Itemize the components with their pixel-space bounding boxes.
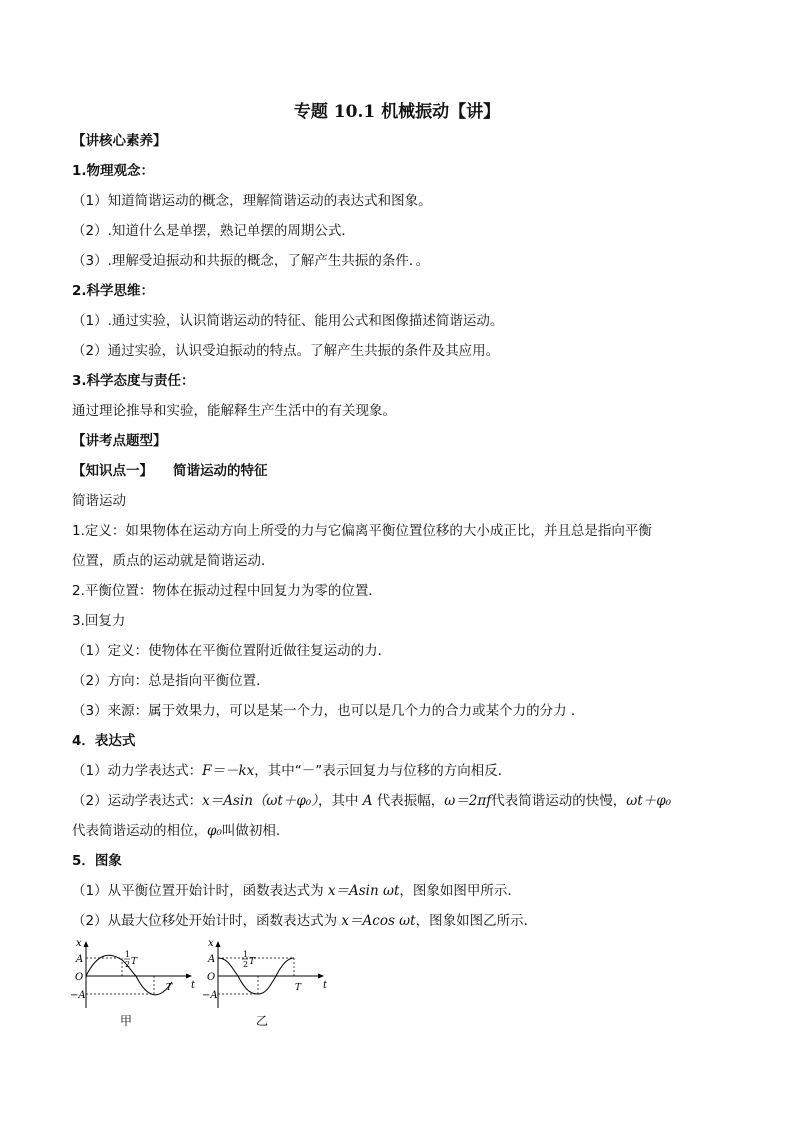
paragraph: 代表简谐运动的相位，φ₀叫做初相． bbox=[72, 823, 290, 839]
knowledge-point-title: 简谐运动的特征 bbox=[173, 463, 268, 479]
heading-scientific-thinking: 2.科学思维： bbox=[72, 283, 155, 299]
axis-t-label: t bbox=[323, 980, 328, 991]
label-amplitude: A bbox=[208, 954, 216, 965]
heading-graph: 5．图象 bbox=[72, 853, 122, 869]
paragraph: （2）运动学表达式：x＝Asin（ωt＋φ₀），其中 A 代表振幅，ω＝2πf代表简谐运动的快慢，ωt＋φ₀ bbox=[72, 793, 672, 809]
paragraph: （2）.知道什么是单摆，熟记单摆的周期公式． bbox=[72, 223, 355, 239]
formula: ω＝2πf bbox=[444, 793, 492, 809]
caption-yi: 乙 bbox=[256, 1014, 269, 1028]
paragraph: 通过理论推导和实验，能解释生产生活中的有关现象。 bbox=[72, 403, 396, 419]
paragraph: （1）动力学表达式：F＝－kx，其中“－”表示回复力与位移的方向相反． bbox=[72, 763, 512, 779]
label-period-T: T bbox=[295, 983, 302, 993]
label-half-num: 1 bbox=[243, 950, 249, 959]
paragraph: （2）从最大位移处开始计时，函数表达式为 x＝Acos ωt，图象如图乙所示． bbox=[72, 913, 538, 929]
paragraph: 2.平衡位置：物体在振动过程中回复力为零的位置． bbox=[72, 583, 382, 599]
label-half-T: T bbox=[131, 957, 138, 967]
axis-t-label: t bbox=[191, 980, 196, 991]
axis-x-label: x bbox=[76, 938, 82, 949]
caption-jia: 甲 bbox=[120, 1014, 133, 1028]
paragraph: （3）.理解受迫振动和共振的概念，了解产生共振的条件．。 bbox=[72, 253, 430, 269]
label-half-T: T bbox=[249, 957, 256, 967]
heading-physics-concept: 1.物理观念： bbox=[72, 163, 155, 179]
label-origin: O bbox=[75, 972, 84, 983]
knowledge-point-heading bbox=[72, 462, 268, 480]
formula: F＝－kx bbox=[202, 763, 255, 779]
paragraph: （1）从平衡位置开始计时，函数表达式为 x＝Asin ωt，图象如图甲所示． bbox=[72, 883, 521, 899]
label-origin: O bbox=[207, 972, 216, 983]
section-exam-points: 【讲考点题型】 bbox=[72, 433, 167, 449]
label-half-den: 2 bbox=[243, 960, 249, 969]
heading-scientific-attitude: 3.科学态度与责任： bbox=[72, 373, 195, 389]
formula: x＝Asin（ωt＋φ₀） bbox=[202, 793, 318, 809]
paragraph: （2）方向：总是指向平衡位置． bbox=[72, 673, 270, 689]
cosine-graph bbox=[202, 938, 332, 1010]
label-amplitude: A bbox=[76, 954, 84, 965]
formula: ωt＋φ₀ bbox=[626, 793, 672, 809]
label-half-num: 1 bbox=[125, 950, 131, 959]
formula: φ₀ bbox=[207, 823, 222, 839]
section-core-literacy: 【讲核心素养】 bbox=[72, 133, 167, 149]
paragraph: （1）.通过实验，认识简谐运动的特征、能用公式和图像描述简谐运动。 bbox=[72, 313, 504, 329]
label-period-T: T bbox=[166, 983, 173, 993]
label-neg-amplitude: −A bbox=[70, 990, 86, 1001]
axis-x-label: x bbox=[208, 938, 214, 949]
label-half-den: 2 bbox=[125, 960, 131, 969]
subheading: 简谐运动 bbox=[72, 493, 126, 509]
page-title: 专题 10.1 机械振动【讲】 bbox=[293, 102, 501, 122]
knowledge-point-tag: 【知识点一】 bbox=[72, 463, 153, 479]
paragraph: （1）定义：使物体在平衡位置附近做往复运动的力． bbox=[72, 643, 392, 659]
label-neg-amplitude: −A bbox=[202, 990, 218, 1001]
paragraph: （2）通过实验，认识受迫振动的特点。了解产生共振的条件及其应用。 bbox=[72, 343, 500, 359]
paragraph: 3.回复力 bbox=[72, 613, 126, 629]
paragraph: （1）知道简谐运动的概念，理解简谐运动的表达式和图象。 bbox=[72, 193, 432, 209]
paragraph: （3）来源：属于效果力，可以是某一个力，也可以是几个力的合力或某个力的分力 ． bbox=[72, 703, 585, 719]
formula: x＝Acos ωt bbox=[341, 913, 416, 929]
heading-expression: 4．表达式 bbox=[72, 733, 136, 749]
sine-graph bbox=[70, 938, 200, 1010]
paragraph: 1.定义：如果物体在运动方向上所受的力与它偏离平衡位置位移的大小成正比，并且总是指向平衡 bbox=[72, 523, 652, 539]
formula: x＝Asin ωt bbox=[327, 883, 400, 899]
paragraph: 位置，质点的运动就是简谐运动． bbox=[72, 553, 275, 569]
